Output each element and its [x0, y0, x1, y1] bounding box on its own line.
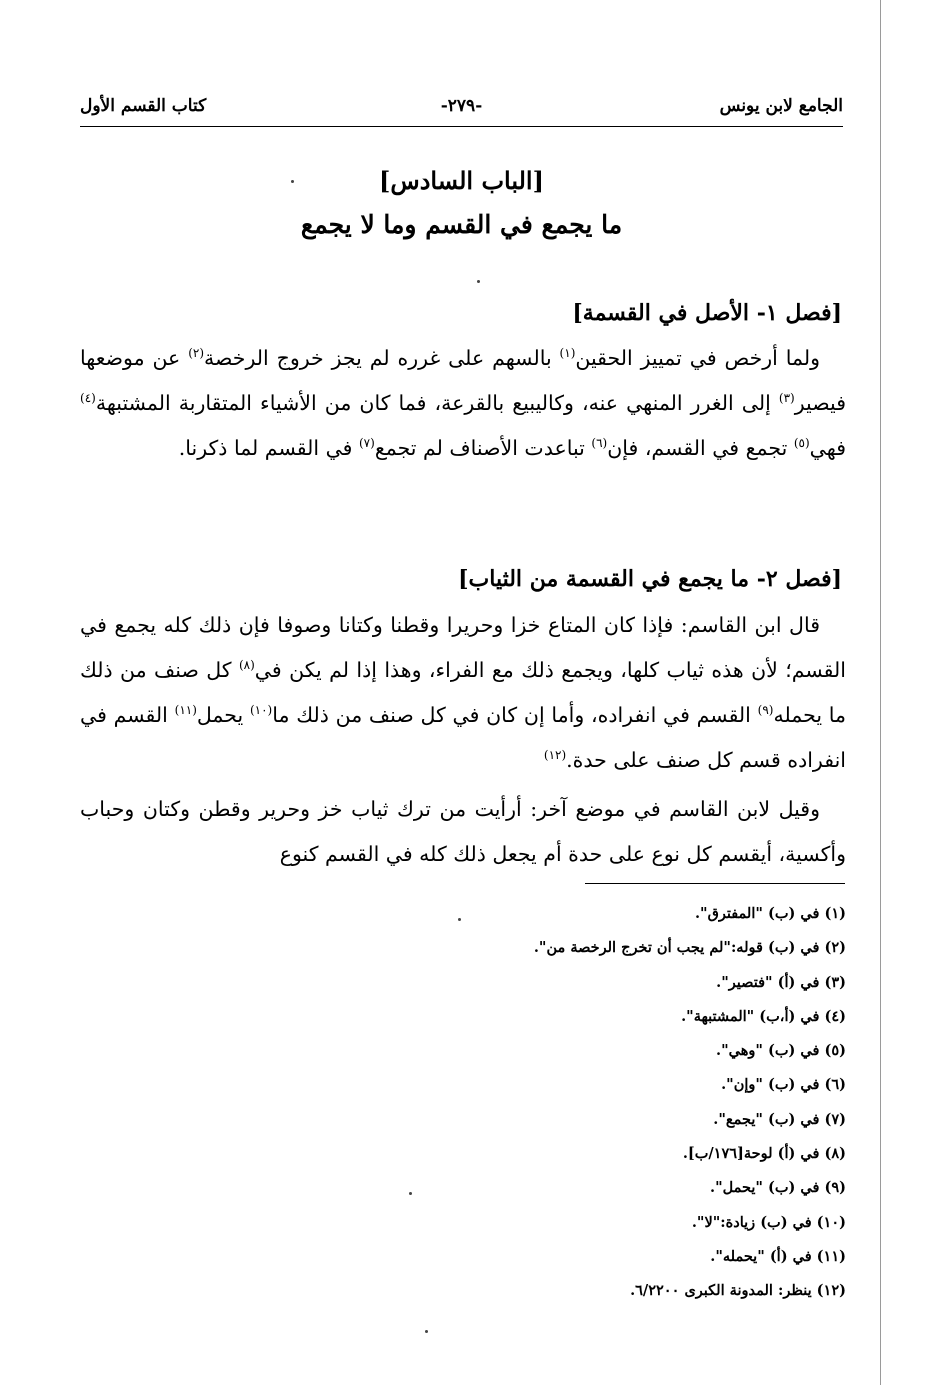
text-run: في القسم لما ذكرنا.	[178, 436, 359, 460]
text-run: بالسهم على غرره لم يجز خروج الرخصة	[204, 346, 560, 370]
footnote-marker: (٦)	[591, 436, 608, 451]
header-page-number: -٢٧٩-	[440, 96, 483, 116]
text-run: ولما أرخص في تمييز الحقين	[575, 346, 821, 370]
header-chapter-title: كتاب القسم الأول	[80, 96, 207, 116]
text-run: عن موضعها فيصير	[80, 346, 846, 415]
text-run: قال ابن القاسم: فإذا كان المتاع خزا وحريرا وقطنا وكتانا وصوفا فإن ذلك كله يجمع في القسم؛ لأن هذه ثياب كلها، ويجمع ذلك مع الفراء، وهذا إذا لم يكن في	[80, 613, 846, 682]
header-book-title: الجامع لابن يونس	[719, 96, 843, 116]
footnote: (١١) في (أ) "يحمله".	[710, 1247, 846, 1265]
footnote-marker: (٣)	[778, 391, 795, 406]
text-run: وقيل لابن القاسم في موضع آخر: أرأيت من ترك ثياب خز وحرير وقطن وكتان وحباب وأكسية، أيقسم كل نوع على حدة أم يجعل ذلك كله في القسم كنوع	[80, 797, 846, 866]
footnote-marker: (٥)	[793, 436, 810, 451]
header-divider	[80, 126, 843, 127]
running-header	[80, 96, 843, 122]
footnotes-list	[300, 897, 846, 1309]
section-2-paragraph-2	[80, 787, 846, 877]
footnote: (١٠) في (ب) زيادة:"لا".	[691, 1213, 846, 1231]
footnote: (٥) في (ب) "وهي".	[716, 1042, 846, 1060]
footnote-marker: (١٠)	[249, 703, 273, 718]
section-2-paragraph-1	[80, 603, 846, 783]
footnote-marker: (١٢)	[543, 748, 567, 763]
text-run: فهي	[809, 436, 846, 460]
footnote: (٢) في (ب) قوله:"لم يجب أن تخرج الرخصة من".	[533, 939, 846, 957]
footnote: (١٢) ينظر: المدونة الكبرى ٦/٢٢٠٠.	[630, 1282, 846, 1300]
text-run: القسم في انفراده، وأما إن كان في كل صنف من ذلك ما	[272, 703, 758, 727]
footnote-marker: (١١)	[174, 703, 197, 718]
footnote: (٨) في (أ) لوحة[١٧٦/ب].	[682, 1145, 846, 1163]
text-run: إلى الغرر المنهي عنه، وكاليبيع بالقرعة، فما كان من الأشياء المتقاربة المشتبهة	[95, 391, 779, 415]
footnote: (٧) في (ب) "يجمع".	[713, 1110, 846, 1128]
chapter-subtitle: ما يجمع في القسم وما لا يجمع	[300, 210, 623, 239]
section-1-paragraph	[80, 336, 846, 471]
footnote-marker: (٤)	[80, 391, 96, 406]
text-run: تباعدت الأصناف لم تجمع	[374, 436, 592, 460]
scan-speck	[409, 1192, 412, 1195]
text-run: يحمل	[196, 703, 250, 727]
footnote-marker: (٨)	[238, 658, 255, 673]
scan-speck	[425, 1330, 428, 1333]
scan-speck	[291, 180, 294, 183]
chapter-number-title: [الباب السادس]	[379, 166, 544, 195]
scan-speck	[477, 280, 480, 283]
footnote-marker: (٢)	[188, 346, 205, 361]
footnote-marker: (٩)	[757, 703, 774, 718]
section-1-heading: [فصل ١- الأصل في القسمة]	[572, 300, 842, 326]
footnote: (٣) في (أ) "فتصير".	[716, 973, 846, 991]
footnote: (٤) في (أ،ب) "المشتبهة".	[681, 1007, 846, 1025]
footnote-divider	[585, 883, 845, 884]
footnote-marker: (١)	[559, 346, 576, 361]
text-run: القسم في انفراده قسم كل صنف على حدة.	[80, 703, 846, 772]
text-run: تجمع في القسم، فإن	[607, 436, 794, 460]
text-run: كل صنف من ذلك ما يحمله	[80, 658, 846, 727]
footnote-marker: (٧)	[358, 436, 375, 451]
footnote: (١) في (ب) "المفترق".	[694, 905, 846, 922]
footnote: (٩) في (ب) "يحمل".	[710, 1179, 846, 1197]
section-2-heading: [فصل ٢- ما يجمع في القسمة من الثياب]	[458, 566, 842, 592]
footnote: (٦) في (ب) "وإن".	[721, 1076, 846, 1094]
page-edge-rule	[880, 0, 881, 1385]
scan-speck	[458, 918, 461, 921]
